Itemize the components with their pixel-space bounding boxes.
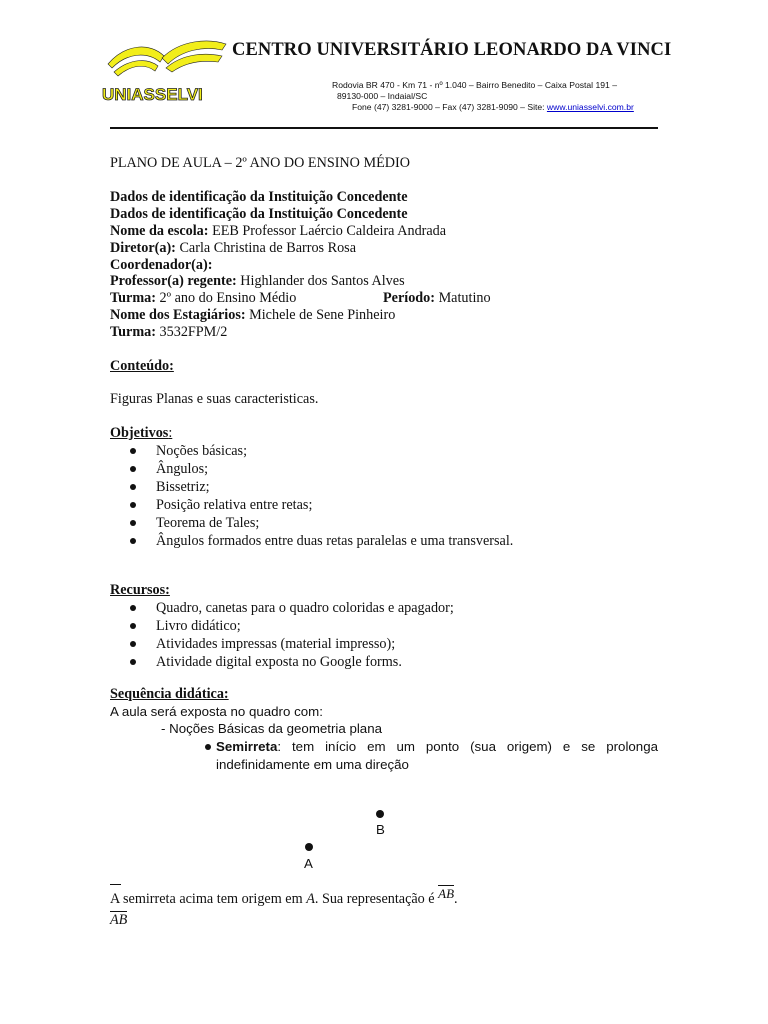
list-item: Livro didático; <box>110 617 454 635</box>
list-item: Ângulos formados entre duas retas paralelas e uma transversal. <box>110 532 513 550</box>
period-row <box>383 290 491 307</box>
ray-notation-below-row <box>110 912 127 929</box>
class-label: Turma: <box>110 290 156 306</box>
objectives-heading: Objetivos <box>110 425 169 441</box>
teacher-label: Professor(a) regente: <box>110 273 237 289</box>
period-label: Período: <box>383 290 436 306</box>
bullet-icon <box>130 502 136 508</box>
content-text: Figuras Planas e suas caracteristicas. <box>110 391 319 407</box>
director-value: Carla Christina de Barros Rosa <box>175 240 356 256</box>
sequence-sub: - Noções Básicas da geometria plana <box>161 721 382 736</box>
school-value: EEB Professor Laércio Caldeira Andrada <box>208 223 447 239</box>
period-value: Matutino <box>435 290 491 306</box>
objectives-list <box>110 442 513 550</box>
semirreta-definition <box>216 738 658 774</box>
sentence-start: A semirreta acima tem origem em <box>110 891 307 907</box>
stray-overline <box>110 884 121 885</box>
objectives-colon: : <box>168 425 173 441</box>
list-item: Quadro, canetas para o quadro coloridas e apagador; <box>110 599 454 617</box>
bullet-icon <box>130 659 136 665</box>
site-link[interactable]: www.uniasselvi.com.br <box>546 102 634 112</box>
bullet-icon <box>130 538 136 544</box>
address-line-1: Rodovia BR 470 - Km 71 - nº 1.040 – Bairro Benedito – Caixa Postal 191 – <box>332 80 617 90</box>
coordinator-label: Coordenador(a): <box>110 257 213 273</box>
bullet-icon <box>130 520 136 526</box>
list-item: Posição relativa entre retas; <box>110 496 513 514</box>
content-heading: Conteúdo: <box>110 358 174 374</box>
school-label: Nome da escola: <box>110 223 209 239</box>
contact-line <box>352 102 634 112</box>
director-label: Diretor(a): <box>110 240 176 256</box>
uniasselvi-logo <box>100 34 230 106</box>
logo-left-wing-inner <box>114 61 158 76</box>
list-item: Atividades impressas (material impresso); <box>110 635 454 653</box>
interns-label: Nome dos Estagiários: <box>110 307 246 323</box>
class2-row <box>110 324 227 341</box>
sequence-heading: Sequência didática: <box>110 686 229 702</box>
bullet-icon <box>130 466 136 472</box>
point-a-dot <box>305 843 313 851</box>
semirreta-term: Semirreta <box>216 739 278 754</box>
teacher-row <box>110 273 405 290</box>
resources-list <box>110 599 454 671</box>
address-line-2: 89130-000 – Indaial/SC <box>337 91 428 101</box>
bullet-icon <box>130 623 136 629</box>
bullet-icon <box>130 641 136 647</box>
ray-notation: AB <box>438 886 455 901</box>
class2-value: 3532FPM/2 <box>155 324 228 340</box>
point-b-label: B <box>376 822 385 837</box>
identification-heading-1: Dados de identificação da Instituição Concedente <box>110 189 408 205</box>
interns-value: Michele de Sene Pinheiro <box>245 307 396 323</box>
list-item: Ângulos; <box>110 460 513 478</box>
resources-heading: Recursos: <box>110 582 170 598</box>
list-item: Atividade digital exposta no Google forms. <box>110 653 454 671</box>
bullet-icon <box>205 744 211 750</box>
bullet-icon <box>130 484 136 490</box>
point-b-dot <box>376 810 384 818</box>
class2-label: Turma: <box>110 324 156 340</box>
class-row <box>110 290 296 307</box>
bullet-icon <box>130 448 136 454</box>
logo-wordmark: UNIASSELVI <box>102 85 203 104</box>
class-value: 2º ano do Ensino Médio <box>155 290 297 306</box>
institution-name: CENTRO UNIVERSITÁRIO LEONARDO DA VINCI <box>232 40 672 60</box>
identification-heading-2: Dados de identificação da Instituição Concedente <box>110 206 408 222</box>
interns-row <box>110 307 395 324</box>
director-row <box>110 240 356 257</box>
list-item: Teorema de Tales; <box>110 514 513 532</box>
objectives-heading-row <box>110 425 172 442</box>
sentence-mid: . Sua representação é <box>314 891 439 907</box>
contact-prefix: Fone (47) 3281-9000 – Fax (47) 3281-9090 – Site: <box>352 102 547 112</box>
ray-notation-below: AB <box>110 912 128 928</box>
header-divider <box>110 127 658 129</box>
sequence-intro: A aula será exposta no quadro com: <box>110 704 323 719</box>
semirreta-text: : tem início em um ponto (sua origem) e se prolonga indefinidamente em uma direção <box>216 739 658 772</box>
list-item: Bissetriz; <box>110 478 513 496</box>
list-item: Noções básicas; <box>110 442 513 460</box>
sentence-end: . <box>454 891 458 907</box>
bullet-icon <box>130 605 136 611</box>
page-title: PLANO DE AULA – 2º ANO DO ENSINO MÉDIO <box>110 155 410 171</box>
representation-sentence <box>110 886 458 908</box>
teacher-value: Highlander dos Santos Alves <box>236 273 405 289</box>
origin-letter: A <box>306 891 315 907</box>
school-name-row <box>110 223 446 240</box>
point-a-label: A <box>304 856 313 871</box>
